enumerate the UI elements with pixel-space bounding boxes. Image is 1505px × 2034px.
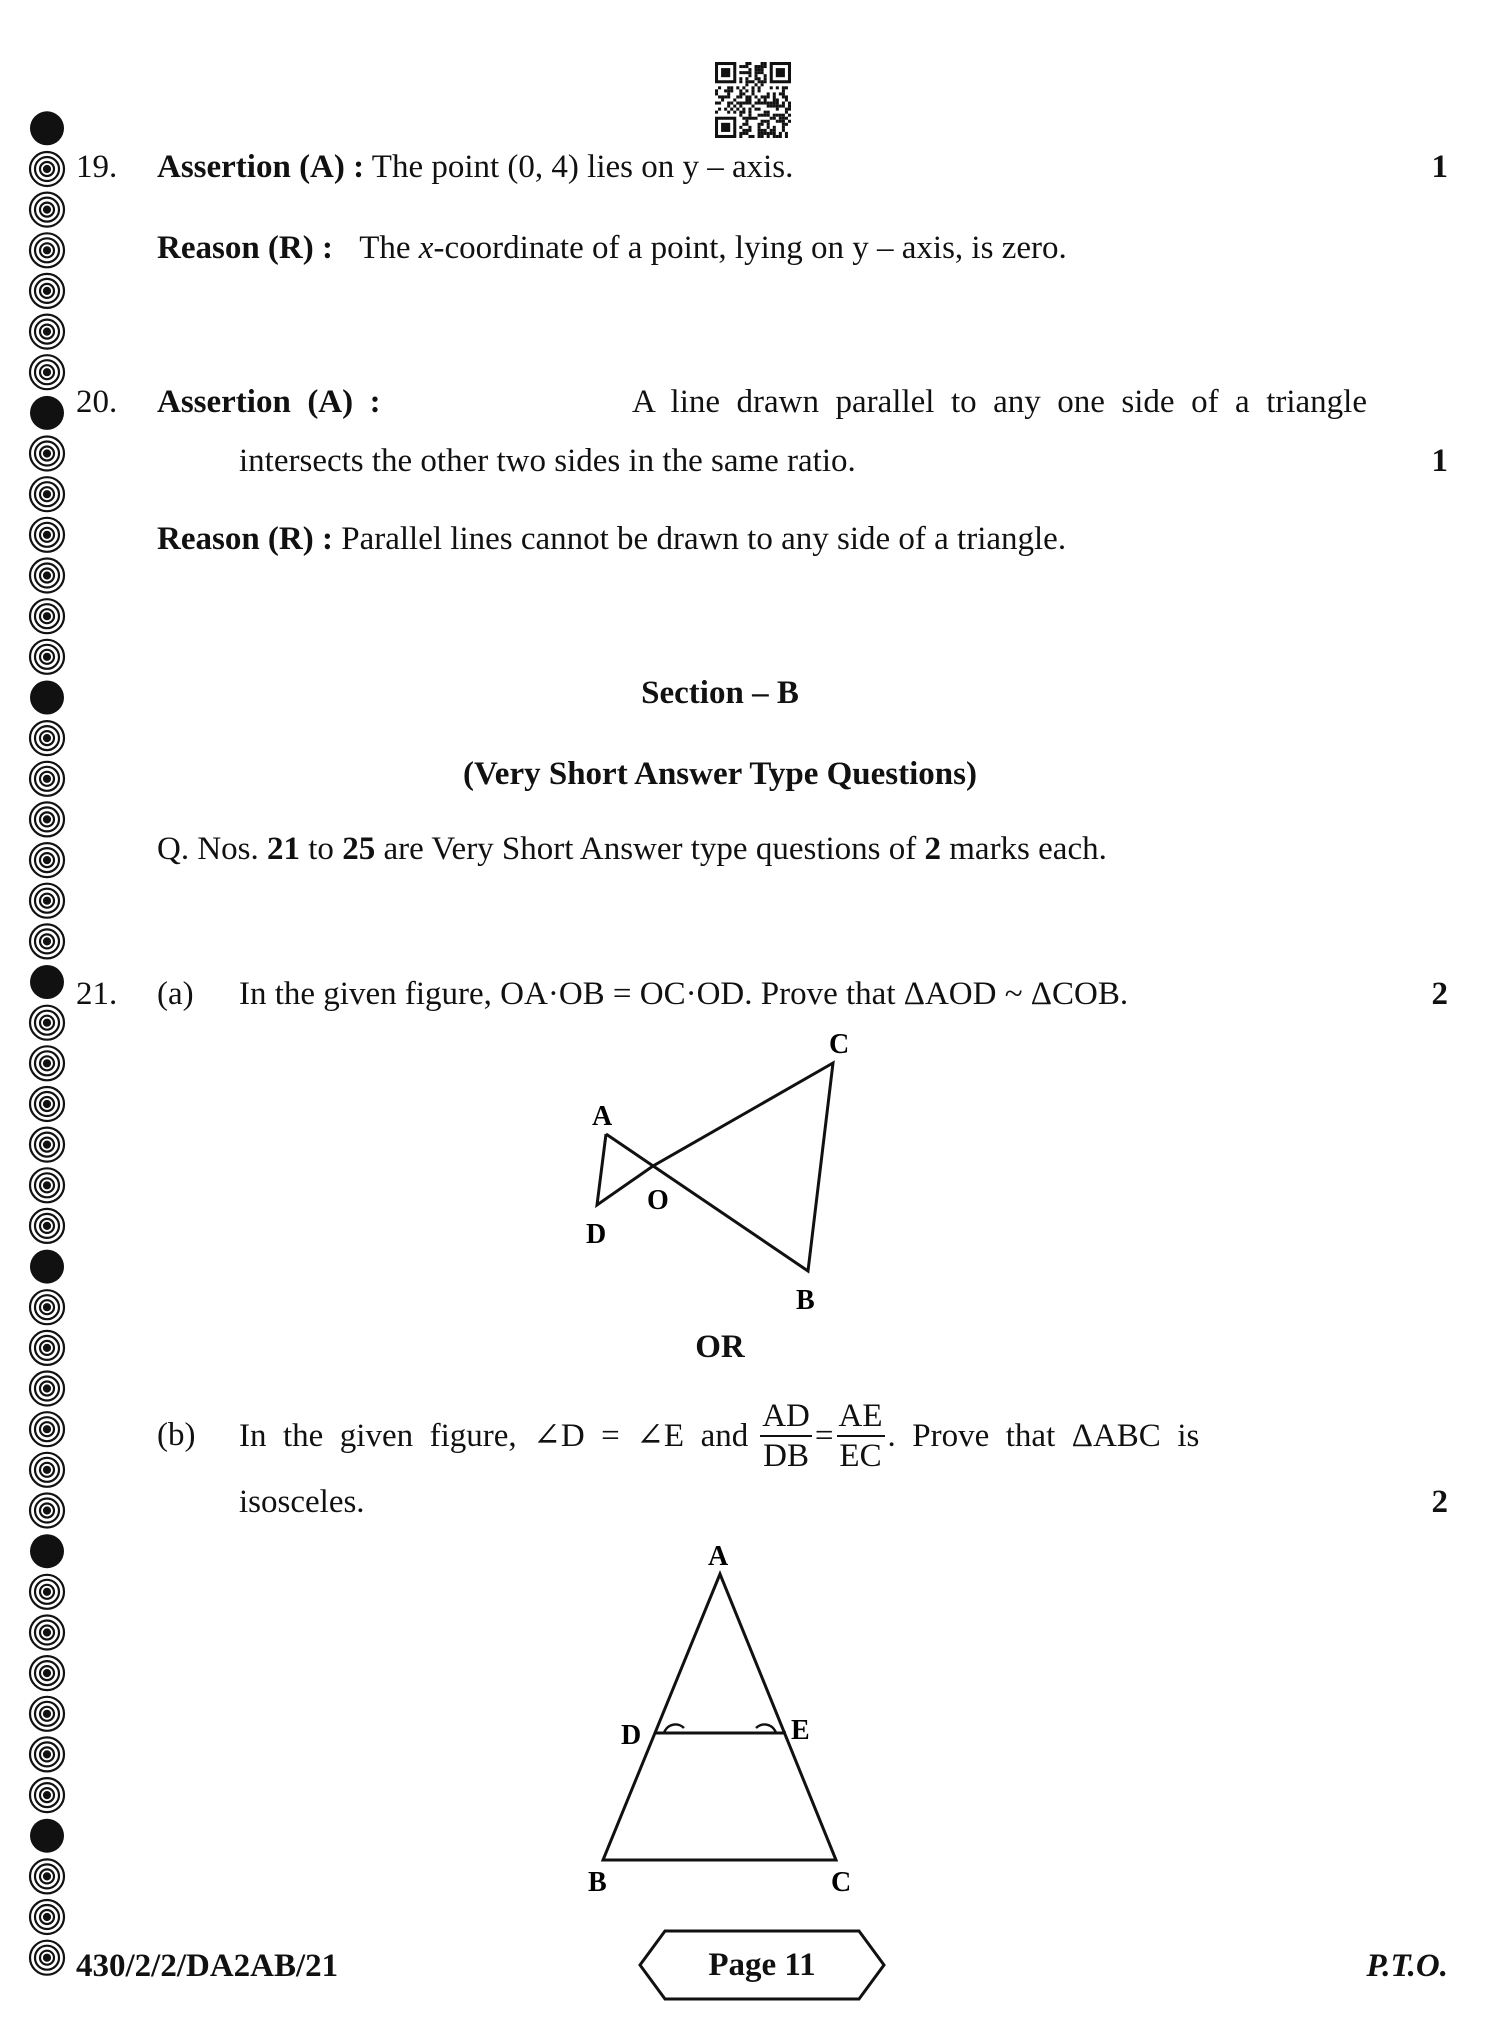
margin-ring: [30, 233, 64, 267]
margin-dot: [30, 1250, 64, 1284]
fraction-ae-ec: [837, 1397, 885, 1475]
margin-ring: [30, 1697, 64, 1731]
fraction-ae-ec-numerator: AE: [837, 1397, 885, 1437]
section-title: Section – B: [641, 675, 799, 711]
section-instruction: [157, 829, 1107, 869]
margin-ring: [30, 762, 64, 796]
margin-ring: [30, 1494, 64, 1528]
or-separator: OR: [695, 1329, 745, 1365]
margin-dot: [30, 396, 64, 430]
section-subtitle: (Very Short Answer Type Questions): [463, 756, 977, 792]
margin-ring: [30, 802, 64, 836]
margin-ring: [30, 1616, 64, 1650]
q20-reason-text: Parallel lines cannot be drawn to any side of a triangle.: [341, 521, 1067, 557]
margin-ring-strip: [20, 108, 74, 1978]
margin-ring: [30, 721, 64, 755]
instruction-post: marks each.: [941, 831, 1107, 867]
instruction-n2: 25: [342, 831, 376, 867]
q21-part-b-pre: In the given figure, ∠D = ∠E and: [239, 1418, 749, 1454]
margin-ring: [30, 437, 64, 471]
margin-ring: [30, 1046, 64, 1080]
fig2-label-a: A: [708, 1541, 729, 1572]
q21-part-a-text: In the given figure, OA·OB = OC·OD. Prove that ΔAOD ~ ΔCOB.: [239, 976, 1129, 1012]
page-number-badge: [637, 1928, 887, 2002]
margin-ring: [30, 1372, 64, 1406]
fig2-label-b: B: [588, 1867, 607, 1895]
fig2-label-c: C: [831, 1867, 852, 1895]
q21-part-b-marks: 2: [1431, 1484, 1448, 1520]
margin-ring: [30, 1941, 64, 1975]
q20-assertion-label: Assertion (A) :: [157, 384, 381, 420]
figure-aod-cob: [560, 1015, 880, 1315]
figure-aod-cob-lines: [597, 1063, 833, 1271]
qr-code-icon: [715, 62, 791, 138]
instruction-n1: 21: [267, 831, 301, 867]
margin-dot: [30, 681, 64, 715]
q21-part-b-line2: isosceles.: [239, 1484, 365, 1520]
q20-marks: 1: [1431, 443, 1448, 479]
q21-part-b-line1: [239, 1391, 1199, 1481]
margin-ring: [30, 1575, 64, 1609]
figure-triangle-abc: [560, 1515, 880, 1895]
margin-ring: [30, 477, 64, 511]
q19-reason-post: -coordinate of a point, lying on y – axis, is zero.: [433, 230, 1067, 266]
margin-ring: [30, 1859, 64, 1893]
margin-ring: [30, 924, 64, 958]
margin-dot: [30, 1819, 64, 1853]
q21-part-a-label: (a): [157, 976, 194, 1012]
q21-number: 21.: [76, 976, 118, 1012]
margin-ring: [30, 1778, 64, 1812]
q19-assertion: [157, 147, 793, 187]
fraction-equals: =: [814, 1418, 834, 1454]
margin-ring: [30, 1453, 64, 1487]
q20-reason-label: Reason (R) :: [157, 521, 333, 557]
margin-ring: [30, 152, 64, 186]
margin-ring: [30, 1209, 64, 1243]
margin-ring: [30, 315, 64, 349]
margin-ring: [30, 884, 64, 918]
page-number-label: Page 11: [708, 1947, 816, 1983]
q20-number: 20.: [76, 384, 118, 420]
margin-dot: [30, 1534, 64, 1568]
fraction-ad-db-denominator: DB: [763, 1438, 809, 1474]
instruction-mid2: are Very Short Answer type questions of: [375, 831, 925, 867]
q20-reason: [157, 519, 1066, 559]
fig1-label-a: A: [592, 1101, 613, 1132]
margin-ring: [30, 640, 64, 674]
margin-ring: [30, 599, 64, 633]
margin-ring: [30, 1087, 64, 1121]
margin-dot: [30, 965, 64, 999]
paper-code: 430/2/2/DA2AB/21: [76, 1948, 339, 1984]
margin-ring: [30, 1290, 64, 1324]
q20-assertion-line1: [157, 382, 1367, 422]
margin-ring: [30, 193, 64, 227]
pto-label: P.T.O.: [1366, 1948, 1448, 1984]
margin-ring: [30, 1331, 64, 1365]
q19-assertion-text: The point (0, 4) lies on y – axis.: [371, 149, 794, 185]
instruction-n3: 2: [924, 831, 941, 867]
instruction-mid1: to: [300, 831, 343, 867]
margin-ring: [30, 1168, 64, 1202]
q20-assertion-line2: intersects the other two sides in the same ratio.: [239, 443, 856, 479]
margin-ring: [30, 1737, 64, 1771]
instruction-pre: Q. Nos.: [157, 831, 268, 867]
margin-ring: [30, 843, 64, 877]
q21-part-b-label: (b): [157, 1417, 196, 1453]
margin-ring: [30, 1900, 64, 1934]
q19-reason-label: Reason (R) :: [157, 230, 333, 266]
margin-ring: [30, 1412, 64, 1446]
q21-part-b-post: . Prove that ΔABC is: [887, 1418, 1200, 1454]
q19-reason: [157, 228, 1067, 268]
fig1-label-b: B: [796, 1285, 815, 1315]
q19-assertion-label: Assertion (A) :: [157, 149, 365, 185]
margin-ring: [30, 518, 64, 552]
q19-reason-var: x: [418, 230, 434, 266]
margin-dot: [30, 111, 64, 145]
fraction-ad-db-numerator: AD: [760, 1397, 812, 1437]
q19-marks: 1: [1431, 149, 1448, 185]
fig1-label-d: D: [586, 1219, 607, 1250]
fig2-label-e: E: [791, 1715, 810, 1746]
fig1-label-c: C: [829, 1029, 850, 1060]
q19-number: 19.: [76, 149, 118, 185]
fig2-label-d: D: [621, 1720, 642, 1751]
fraction-ae-ec-denominator: EC: [839, 1438, 882, 1474]
q21-part-a-marks: 2: [1431, 976, 1448, 1012]
margin-ring: [30, 355, 64, 389]
margin-ring: [30, 1006, 64, 1040]
margin-ring: [30, 1656, 64, 1690]
fig1-label-o: O: [647, 1185, 669, 1216]
margin-ring: [30, 559, 64, 593]
margin-ring: [30, 274, 64, 308]
fraction-ad-db: [760, 1397, 812, 1475]
q19-reason-pre: The: [359, 230, 419, 266]
q20-assertion-line1-text: A line drawn parallel to any one side of a triangle: [632, 384, 1367, 420]
margin-ring: [30, 1128, 64, 1162]
